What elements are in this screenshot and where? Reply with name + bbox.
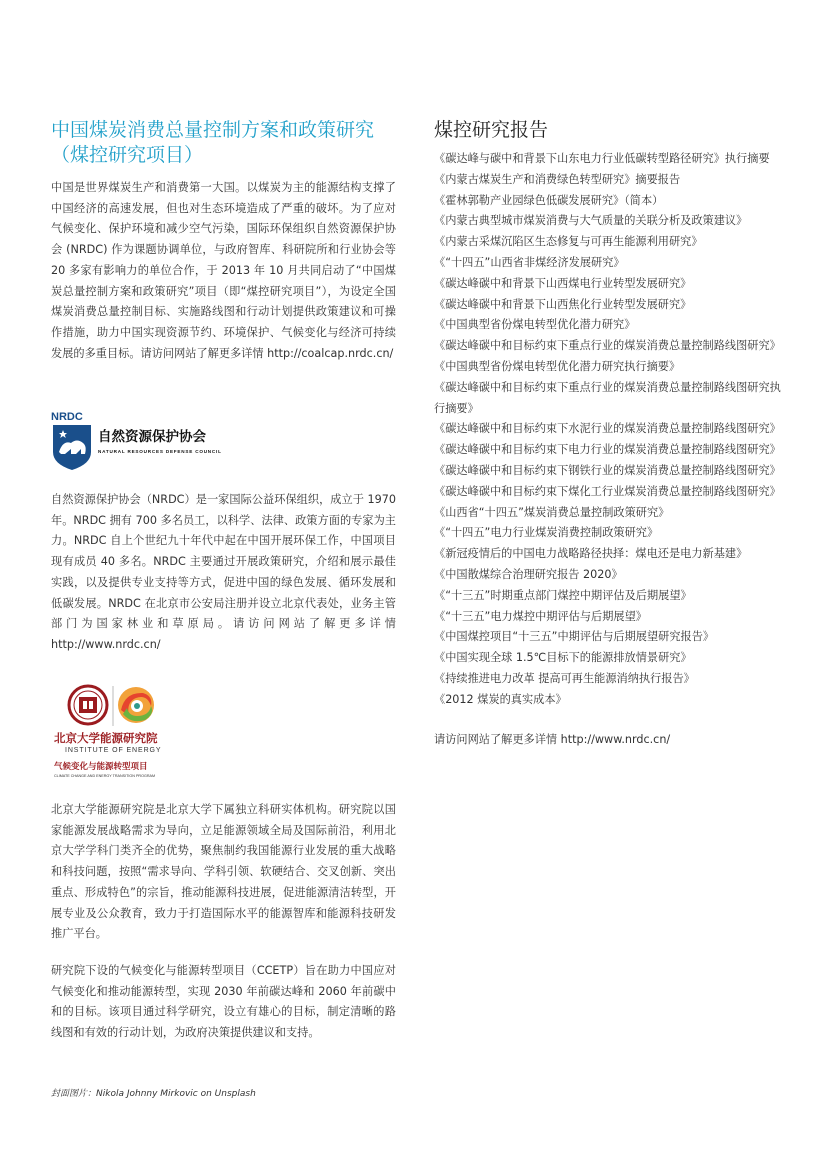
pku-description xyxy=(51,800,396,945)
peking-university-seal-icon xyxy=(69,686,107,724)
report-item: 《碳达峰碳中和目标约束下钢铁行业的煤炭消费总量控制路线图研究》 xyxy=(434,463,781,477)
report-item: 《内蒙古典型城市煤炭消费与大气质量的关联分析及政策建议》 xyxy=(434,214,748,228)
project-title-line2: （煤控研究项目） xyxy=(51,144,204,166)
nrdc-website-link[interactable]: 请访问网站了解更多详情 http://www.nrdc.cn/ xyxy=(434,732,671,746)
right-column xyxy=(434,118,784,750)
report-item: 《中国煤控项目“十三五”中期评估与后期展望研究报告》 xyxy=(434,630,715,644)
nrdc-name-cn: 自然资源保护协会 xyxy=(98,429,206,445)
report-item: 《中国典型省份煤电转型优化潜力研究》 xyxy=(434,318,636,332)
pku-sub-en: CLIMATE CHANGE AND ENERGY TRANSITION PROGRAM xyxy=(54,774,156,778)
report-item: 《内蒙古煤炭生产和消费绿色转型研究》摘要报告 xyxy=(434,172,681,186)
nrdc-name-en: NATURAL RESOURCES DEFENSE COUNCIL xyxy=(98,449,222,454)
report-item: 《“十三五”时期重点部门煤控中期评估及后期展望》 xyxy=(434,588,692,602)
report-item: 《碳达峰碳中和目标约束下重点行业的煤炭消费总量控制路线图研究》 xyxy=(434,339,781,353)
pku-name-en: INSTITUTE OF ENERGY xyxy=(65,747,162,754)
nrdc-logo xyxy=(51,410,251,472)
pku-name-cn: 北京大学能源研究院 xyxy=(54,731,158,745)
report-item: 《碳达峰碳中和目标约束下重点行业的煤炭消费总量控制路线图研究执行摘要》 xyxy=(434,380,781,415)
pku-text-2: 研究院下设的气候变化与能源转型项目（CCETP）旨在助力中国应对气候变化和推动能源转型，实现 2030 年前碳达峰和 2060 年前碳中和的目标。该项目通过科学研究，设立有雄心的目标，制定清晰的路线图和有效的行动计划，为政府决策提供建议和支持。 xyxy=(51,964,396,1040)
project-title-line1: 中国煤炭消费总量控制方案和政策研究 xyxy=(51,119,375,141)
reports-title: 煤控研究报告 xyxy=(434,119,549,141)
report-item: 《“十四五”电力行业煤炭消费控制政策研究》 xyxy=(434,526,659,540)
report-item: 《碳达峰碳中和背景下山西焦化行业转型发展研究》 xyxy=(434,297,692,311)
report-item: 《中国实现全球 1.5℃目标下的能源排放情景研究》 xyxy=(434,651,692,665)
report-item: 《碳达峰碳中和背景下山西煤电行业转型发展研究》 xyxy=(434,276,692,290)
report-item: 《碳达峰碳中和目标约束下水泥行业的煤炭消费总量控制路线图研究》 xyxy=(434,422,781,436)
pku-logo xyxy=(51,684,251,780)
report-item: 《碳达峰碳中和目标约束下煤化工行业煤炭消费总量控制路线图研究》 xyxy=(434,484,781,498)
report-item: 《中国散煤综合治理研究报告 2020》 xyxy=(434,567,623,581)
cover-photo-credit: 封面图片：Nikola Johnny Mirkovic on Unsplash xyxy=(51,1089,256,1099)
left-column xyxy=(51,118,396,364)
pku-text-1: 北京大学能源研究院是北京大学下属独立科研实体机构。研究院以国家能源发展战略需求为导向，立足能源领域全局及国际前沿，利用北京大学学科门类齐全的优势，聚焦制约我国能源行业发展的重大战略和科技问题，按照“需求导向、学科引领、软硬结合、交叉创新、突出重点、形成特色”的宗旨，推动能源科技进展，促进能源清洁转型，开展专业及公众教育，致力于打造国际水平的能源智库和能源科技研发推广平台。 xyxy=(51,803,396,941)
report-item: 《“十四五”山西省非煤经济发展研究》 xyxy=(434,255,625,269)
report-item: 《碳达峰与碳中和背景下山东电力行业低碳转型路径研究》执行摘要 xyxy=(434,152,770,165)
report-item: 《内蒙古采煤沉陷区生态修复与可再生能源利用研究》 xyxy=(434,235,703,249)
pku-sub-cn: 气候变化与能源转型项目 xyxy=(54,762,148,772)
nrdc-abbr: NRDC xyxy=(51,411,83,423)
project-title xyxy=(51,118,396,168)
report-item: 《碳达峰碳中和目标约束下电力行业的煤炭消费总量控制路线图研究》 xyxy=(434,443,781,457)
energy-swirl-icon xyxy=(118,687,154,723)
report-item: 《中国典型省份煤电转型优化潜力研究执行摘要》 xyxy=(434,359,681,373)
nrdc-description xyxy=(51,490,396,656)
report-item: 《霍林郭勒产业园绿色低碳发展研究》（简本） xyxy=(434,193,664,207)
report-item: 《新冠疫情后的中国电力战略路径抉择：煤电还是电力新基建》 xyxy=(434,547,748,561)
reports-list xyxy=(434,149,784,711)
project-intro: 中国是世界煤炭生产和消费第一大国。以煤炭为主的能源结构支撑了中国经济的高速发展，但也对生态环境造成了严重的破坏。为了应对气候变化、保护环境和减少空气污染，国际环保组织自然资源保护协会 (NRDC) 作为课题协调单位，与政府智库、科研院所和行业协会等 20 多家有影响力的单位合作，于 2013 年 10 月共同启动了“中国煤炭总量控制方案和政策研究”项目（即“煤控研究项目”），为设定全国煤炭消费总量控制目标、实施路线图和行动计划提供政策建议和可操作措施，助力中国实现资源节约、环境保护、气候变化与经济可持续发展的多重目标。请访问网站了解更多详情 http://coalcap.nrdc.cn/ xyxy=(51,181,396,360)
nrdc-text: 自然资源保护协会（NRDC）是一家国际公益环保组织，成立于 1970 年。NRDC 拥有 700 多名员工，以科学、法律、政策方面的专家为主力。NRDC 自上个世纪九十年代中起在中国开展环保工作，中国项目现有成员 40 多名。NRDC 主要通过开展政策研究，介绍和展示最佳实践，以及提供专业支持等方式，促进中国的绿色发展、循环发展和低碳发展。NRDC 在北京市公安局注册并设立北京代表处，业务主管部门为国家林业和草原局。请访问网站了解更多详情 http://www.nrdc.cn/ xyxy=(51,493,396,651)
report-item: 《持续推进电力改革 提高可再生能源消纳执行报告》 xyxy=(434,671,695,685)
report-item: 《2012 煤炭的真实成本》 xyxy=(434,692,567,706)
report-item: 《山西省“十四五”煤炭消费总量控制政策研究》 xyxy=(434,505,670,519)
polar-bear-shield-icon xyxy=(51,410,251,472)
ccetp-description xyxy=(51,961,396,1044)
report-item: 《“十三五”电力煤控中期评估与后期展望》 xyxy=(434,609,647,623)
